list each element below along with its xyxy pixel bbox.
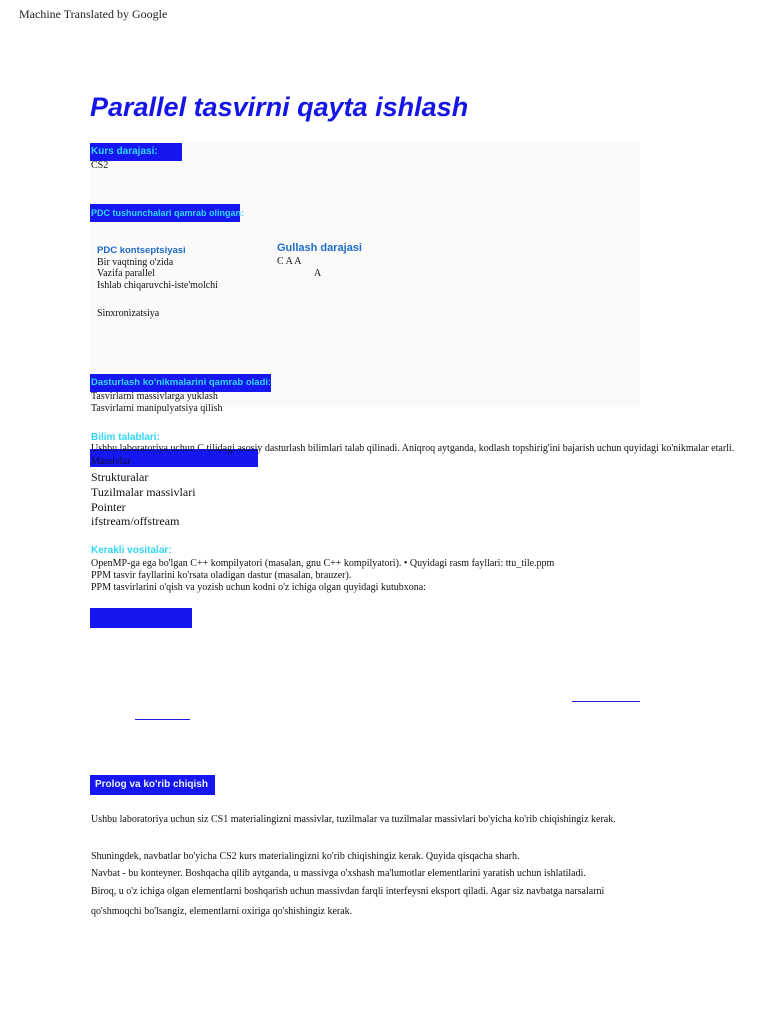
tool-line: PPM tasvirlarini o'qish va yozish uchun kodni o'z ichiga olgan quyidagi kutubxona: bbox=[91, 582, 426, 593]
prolog-line: Shuningdek, navbatlar bo'yicha CS2 kurs materialingizni ko'rib chiqishingiz kerak. Quyida qisqacha sharh. bbox=[91, 851, 520, 862]
tool-line: PPM tasvir fayllarini ko'rsata oladigan dastur (masalan, brauzer). bbox=[91, 570, 352, 581]
tools-heading: Kerakli vositalar: bbox=[91, 545, 172, 556]
pdc-concept-row: Vazifa parallel bbox=[97, 268, 156, 279]
page-title: Parallel tasvirni qayta ishlash bbox=[90, 92, 469, 122]
knowledge-item: Strukturalar bbox=[91, 470, 149, 484]
knowledge-item: Tuzilmalar massivlari bbox=[91, 485, 196, 499]
pdc-concept-row: Ishlab chiqaruvchi-iste'molchi bbox=[97, 280, 218, 291]
download-link[interactable] bbox=[135, 719, 190, 720]
knowledge-item: Massivlar bbox=[91, 456, 131, 467]
course-level-heading: Kurs darajasi: bbox=[90, 143, 182, 161]
prolog-line: qo'shmoqchi bo'lsangiz, elementlarni oxiriga qo'shishingiz kerak. bbox=[91, 906, 353, 917]
content-panel bbox=[90, 142, 640, 407]
pdc-concept-row: Sinxronizatsiya bbox=[97, 308, 160, 319]
prolog-line: Navbat - bu konteyner. Boshqacha qilib aytganda, u massivga o'xshash ma'lumotlar elementlarini yaratish uchun ishlatiladi. bbox=[91, 868, 586, 879]
knowledge-item: Pointer bbox=[91, 500, 126, 514]
prolog-heading: Prolog va ko'rib chiqish bbox=[90, 775, 215, 795]
pdc-level-row: C A A bbox=[277, 256, 302, 267]
knowledge-item: ifstream/offstream bbox=[91, 514, 180, 528]
pdc-level-row: A bbox=[314, 268, 322, 279]
library-link-box[interactable] bbox=[90, 608, 192, 628]
course-level-value: CS2 bbox=[91, 160, 109, 171]
programming-skills-heading: Dasturlash ko'nikmalarini qamrab oladi: bbox=[90, 374, 271, 392]
machine-translation-notice: Machine Translated by Google bbox=[19, 7, 168, 21]
pdc-concepts-heading: PDC tushunchalari qamrab olingan: bbox=[90, 204, 240, 222]
skill-item: Tasvirlarni massivlarga yuklash bbox=[91, 391, 218, 402]
knowledge-heading: Bilim talablari: bbox=[91, 432, 160, 443]
pdc-concept-column-header: PDC kontseptsiyasi bbox=[97, 245, 186, 256]
tool-line: OpenMP-ga ega bo'lgan C++ kompilyatori (masalan, gnu C++ kompilyatori). • Quyidagi rasm fayllari: ttu_tile.ppm bbox=[91, 558, 555, 569]
skill-item: Tasvirlarni manipulyatsiya qilish bbox=[91, 403, 223, 414]
prolog-paragraph: Ushbu laboratoriya uchun siz CS1 materialingizni massivlar, tuzilmalar va tuzilmalar massivlari bo'yicha ko'rib chiqishingiz kerak. bbox=[91, 814, 616, 825]
pdc-concept-row: Bir vaqtning o'zida bbox=[97, 257, 174, 268]
bloom-level-column-header: Gullash darajasi bbox=[277, 242, 362, 254]
download-link[interactable] bbox=[572, 701, 640, 702]
knowledge-intro: Ushbu laboratoriya uchun C tilidagi asosiy dasturlash bilimlari talab qilinadi. Aniqroq aytganda, kodlash topshirig'ini bajarish uchun quyidagi ko'nikmalar etarli. bbox=[91, 443, 735, 454]
prolog-line: Biroq, u o'z ichiga olgan elementlarni boshqarish uchun massivdan farqli interfeysni eksport qiladi. Agar siz navbatga narsalarni bbox=[91, 886, 605, 897]
